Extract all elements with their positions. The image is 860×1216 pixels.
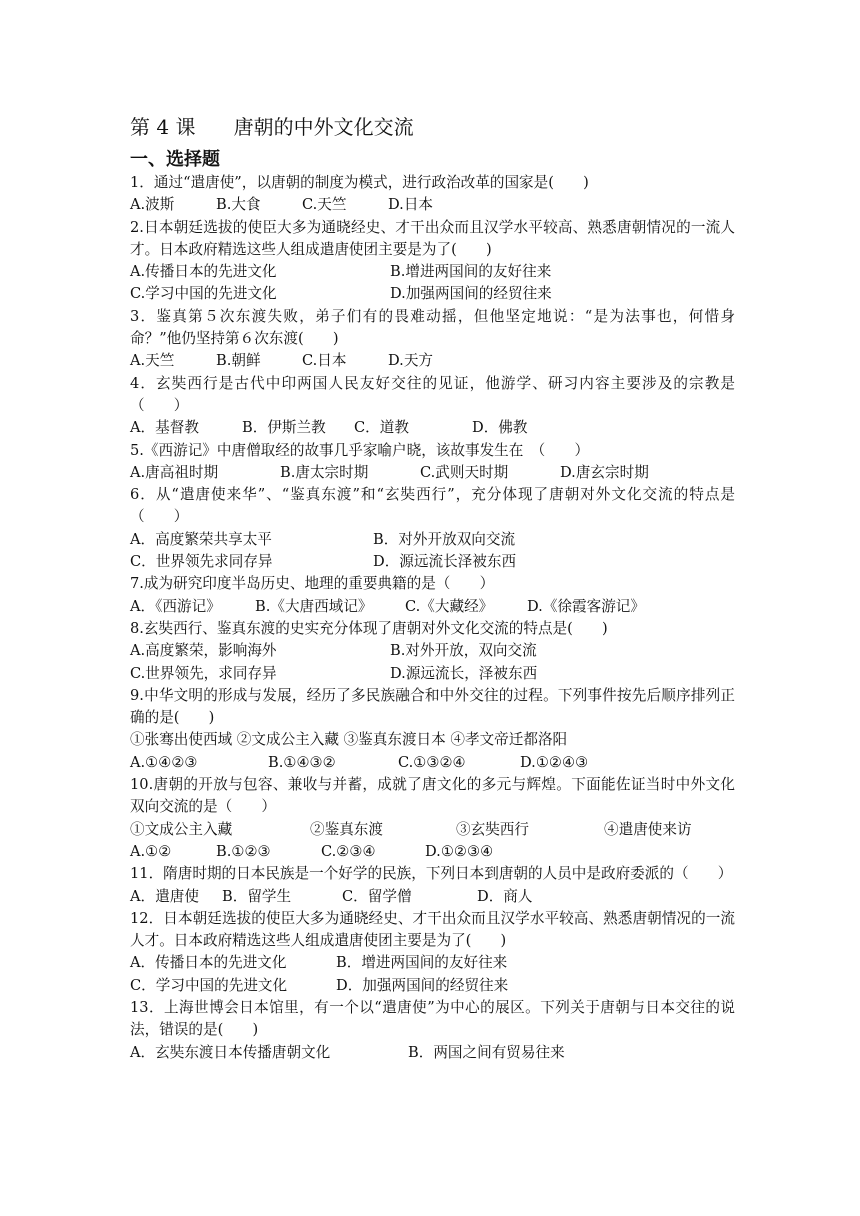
option-b: B．对外开放双向交流: [373, 530, 516, 548]
question-items: ①张骞出使西域 ②文成公主入藏 ③鉴真东渡日本 ④孝文帝迁都洛阳: [130, 731, 568, 749]
option-c: C．世界领先求同存异: [130, 553, 273, 571]
option-c: C.武则天时期: [420, 463, 509, 481]
question-stem: 2.日本朝廷选拔的使臣大多为通晓经史、才干出众而且汉学水平较高、熟悉唐朝情况的一流人才。日本政府精选这些人组成遣唐使团主要是为了( ): [130, 218, 735, 258]
option-a: A．玄奘东渡日本传播唐朝文化: [130, 1043, 331, 1061]
question-stem: 11．隋唐时期的日本民族是一个好学的民族，下列日本到唐朝的人员中是政府委派的（ ）: [130, 865, 733, 883]
option-d: D.天方: [388, 352, 434, 370]
document-page: [130, 112, 735, 1064]
question-options: [130, 975, 735, 997]
option-b: B．增进两国间的友好往来: [336, 954, 508, 972]
option-a: A．遣唐使: [130, 887, 199, 905]
question-stem: 9.中华文明的形成与发展，经历了多民族融合和中外交往的过程。下列事件按先后顺序排列正确的是( ): [130, 686, 735, 727]
option-d: D.《徐霞客游记》: [527, 597, 645, 615]
question-options: [130, 417, 735, 439]
option-d: D．商人: [477, 887, 533, 905]
question-options: [130, 663, 735, 685]
option-c: C.天竺: [302, 196, 347, 214]
option-c: C.日本: [302, 352, 347, 370]
option-c: C.②③④: [321, 842, 376, 860]
question-options: [130, 194, 735, 216]
option-a: A.波斯: [130, 196, 175, 214]
question-stem: 13．上海世博会日本馆里，有一个以“遣唐使”为中心的展区。下列关于唐朝与日本交往的说法，错误的是( ): [130, 998, 735, 1039]
option-d: D．源远流长泽被东西: [373, 553, 517, 571]
option-c: C．学习中国的先进文化: [130, 976, 288, 994]
question-stem: 8.玄奘西行、鉴真东渡的史实充分体现了唐朝对外文化交流的特点是( ): [130, 619, 608, 637]
question-stem: 12．日本朝廷选拔的使臣大多为通晓经史、才干出众而且汉学水平较高、熟悉唐朝情况的一流人才。日本政府精选这些人组成遣唐使团主要是为了( ): [130, 909, 735, 950]
question-stem: 3．鉴真第５次东渡失败，弟子们有的畏难动摇，但他坚定地说：“是为法事也，何惜身命？”他仍坚持第６次东渡( ): [130, 307, 735, 348]
option-c: C.①③②④: [398, 753, 466, 771]
option-a: A.天竺: [130, 352, 175, 370]
option-d: D.源远流长，泽被东西: [390, 664, 538, 682]
question-stem: 1．通过“遣唐使”，以唐朝的制度为模式，进行政治改革的国家是( ): [130, 174, 589, 191]
question-items: [130, 819, 735, 841]
option-d: D.①②③④: [425, 842, 494, 860]
option-d: D．佛教: [472, 419, 528, 437]
option-d: D.①②④③: [520, 753, 589, 771]
item-1: ①文成公主入藏: [130, 820, 233, 838]
question-stem: 7.成为研究印度半岛历史、地理的重要典籍的是（ ）: [130, 575, 495, 593]
item-4: ④遣唐使来访: [604, 820, 692, 838]
option-a: A.①④②③: [130, 753, 198, 771]
option-a: A．高度繁荣共享太平: [130, 530, 272, 548]
question-options: [130, 462, 735, 484]
option-b: B.①④③②: [268, 753, 336, 771]
option-a: A.唐高祖时期: [130, 463, 219, 481]
question-options: [130, 283, 735, 305]
option-b: B.对外开放，双向交流: [390, 642, 537, 660]
option-c: C.学习中国的先进文化: [130, 285, 277, 303]
option-d: D．加强两国间的经贸往来: [336, 976, 509, 994]
option-d: D.唐玄宗时期: [560, 463, 649, 481]
option-a: A．《西游记》: [130, 597, 221, 615]
option-b: B.大食: [216, 196, 261, 214]
question-stem: 6．从“遣唐使来华”、“鉴真东渡”和“玄奘西行”，充分体现了唐朝对外文化交流的特点是（ ）: [130, 486, 735, 526]
option-b: B.①②③: [216, 842, 271, 860]
option-c: C.《大藏经》: [405, 597, 494, 615]
section-heading: 一、选择题: [130, 149, 220, 170]
option-a: A．传播日本的先进文化: [130, 954, 287, 972]
option-b: B.增进两国间的友好往来: [390, 263, 552, 281]
option-b: B．两国之间有贸易往来: [408, 1043, 565, 1061]
item-3: ③玄奘西行: [456, 820, 529, 838]
question-options: [130, 752, 735, 774]
option-d: D.日本: [388, 196, 434, 214]
option-b: B．伊斯兰教: [242, 419, 326, 437]
option-c: C．道教: [354, 419, 409, 437]
question-options: [130, 841, 735, 863]
question-options: [130, 350, 735, 372]
option-d: D.加强两国间的经贸往来: [390, 285, 552, 303]
option-b: B.《大唐西域记》: [255, 597, 373, 615]
question-stem: 4．玄奘西行是古代中印两国人民友好交往的见证，他游学、研习内容主要涉及的宗教是（ ）: [130, 374, 735, 414]
option-c: C．留学僧: [342, 887, 412, 905]
question-options: [130, 529, 735, 551]
question-stem: 5.《西游记》中唐僧取经的故事几乎家喻户晓，该故事发生在 （ ）: [130, 441, 590, 459]
item-2: ②鉴真东渡: [310, 820, 383, 838]
question-options: [130, 551, 735, 573]
option-a: A．基督教: [130, 419, 199, 437]
option-b: B.唐太宗时期: [280, 463, 369, 481]
option-a: A.①②: [130, 842, 172, 860]
option-b: B．留学生: [222, 887, 292, 905]
question-stem: 10.唐朝的开放与包容、兼收与并蓄，成就了唐文化的多元与辉煌。下面能佐证当时中外文化双向交流的是（ ）: [130, 776, 735, 816]
option-a: A.传播日本的先进文化: [130, 263, 277, 281]
question-options: [130, 886, 735, 908]
option-a: A.高度繁荣，影响海外: [130, 642, 277, 660]
question-options: [130, 1042, 735, 1064]
question-options: [130, 596, 735, 618]
question-options: [130, 261, 735, 283]
question-options: [130, 952, 735, 974]
option-c: C.世界领先，求同存异: [130, 664, 277, 682]
option-b: B.朝鲜: [216, 352, 261, 370]
lesson-title: 第 4 课 唐朝的中外文化交流: [130, 115, 414, 139]
question-options: [130, 640, 735, 662]
